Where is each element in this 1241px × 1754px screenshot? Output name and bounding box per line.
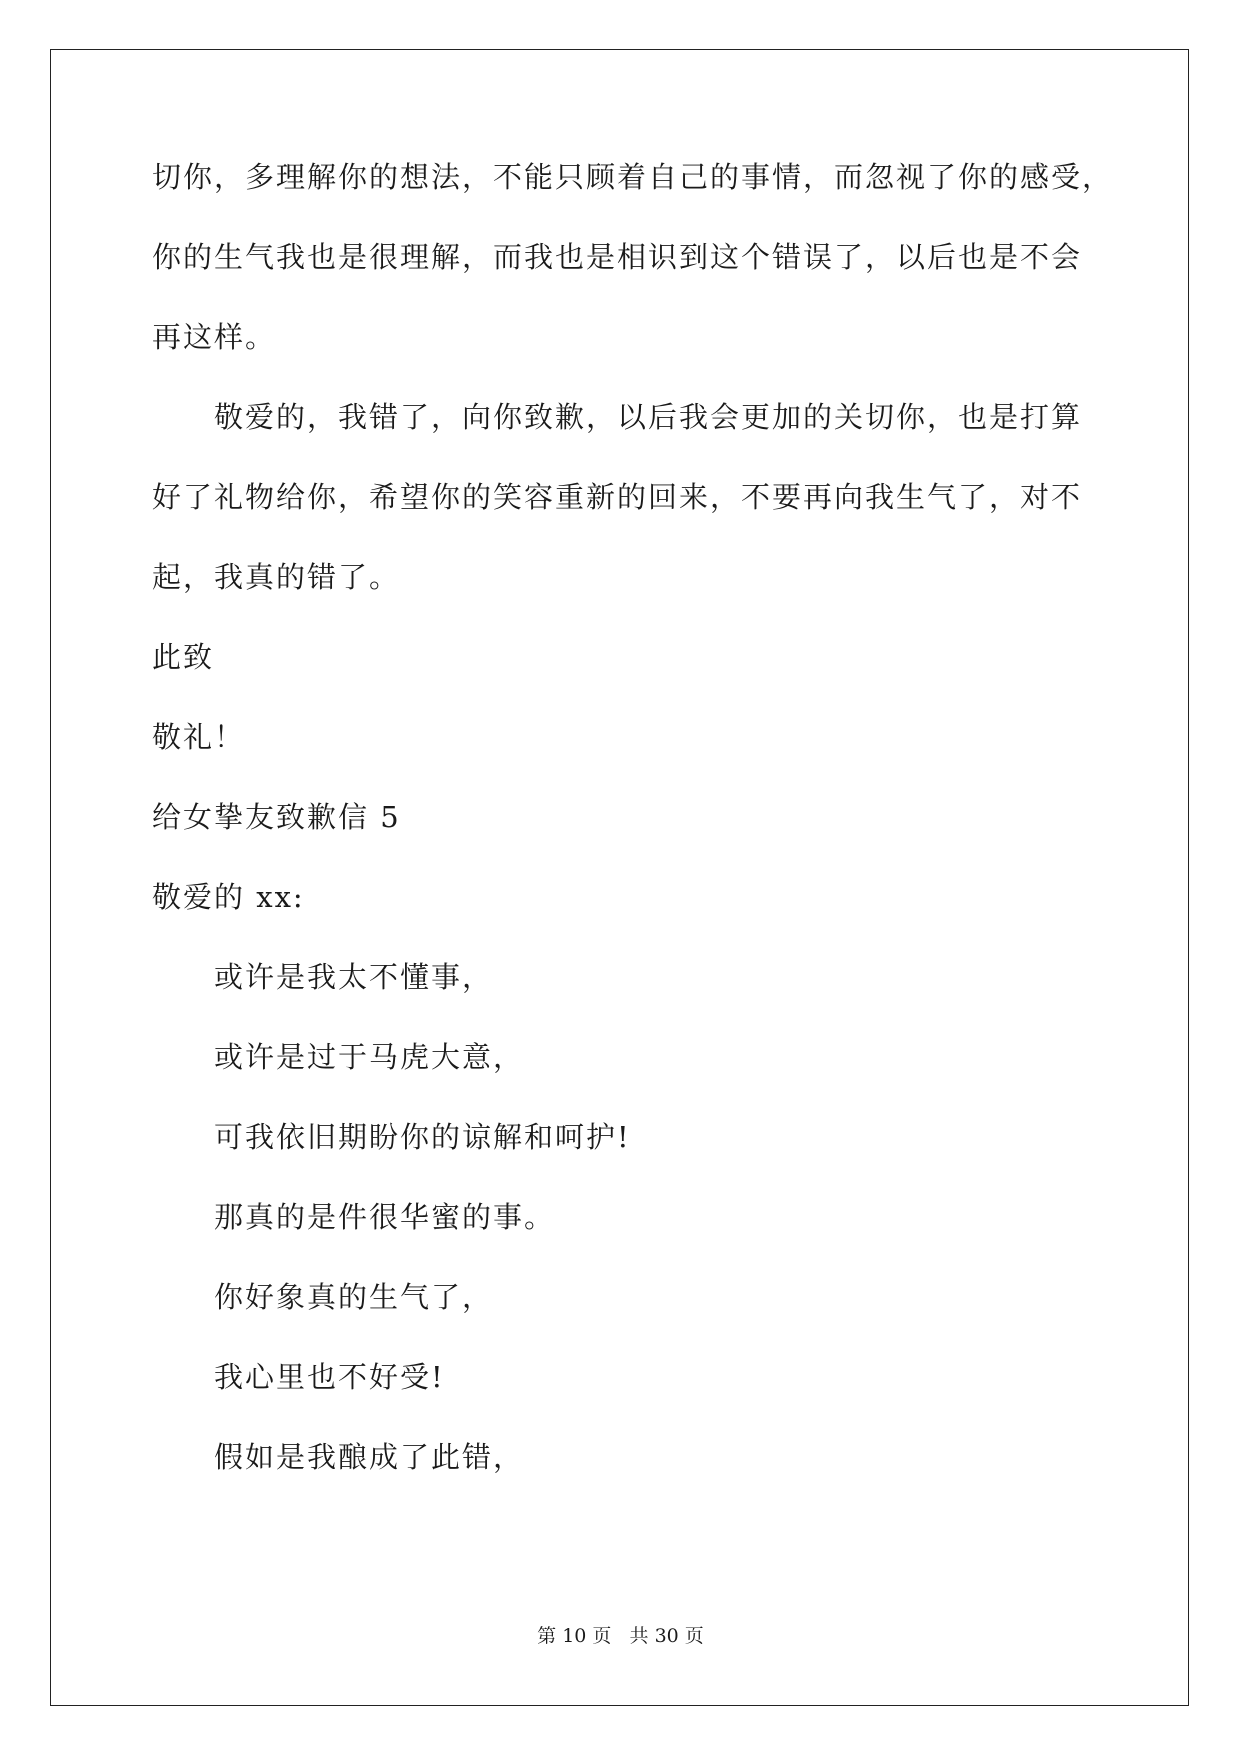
poem-line: 假如是我酿成了此错， — [214, 1440, 525, 1474]
poem-line: 或许是过于马虎大意， — [214, 1040, 525, 1074]
poem-line: 我心里也不好受! — [214, 1360, 445, 1394]
paragraph-line: 好了礼物给你，希望你的笑容重新的回来，不要再向我生气了，对不 — [152, 480, 1083, 514]
poem-line: 你好象真的生气了， — [214, 1280, 494, 1314]
section-title: 给女挚友致歉信 5 — [152, 800, 401, 834]
paragraph-line: 敬爱的，我错了，向你致歉，以后我会更加的关切你，也是打算 — [214, 400, 1083, 434]
paragraph-line: 你的生气我也是很理解，而我也是相识到这个错误了，以后也是不会 — [152, 240, 1083, 274]
closing-line: 此致 — [152, 640, 215, 674]
poem-line: 可我依旧期盼你的谅解和呵护! — [214, 1120, 631, 1154]
page-footer — [0, 1624, 1241, 1648]
paragraph-line: 再这样。 — [152, 320, 277, 354]
paragraph-line: 切你，多理解你的想法，不能只顾着自己的事情，而忽视了你的感受， — [152, 160, 1114, 194]
poem-line: 那真的是件很华蜜的事。 — [214, 1200, 556, 1234]
closing-line: 敬礼！ — [152, 720, 246, 754]
paragraph-line: 起，我真的错了。 — [152, 560, 401, 594]
poem-line: 或许是我太不懂事， — [214, 960, 494, 994]
page-number: 第 10 页 共 30 页 — [537, 1625, 704, 1647]
salutation: 敬爱的 xx: — [152, 880, 305, 914]
